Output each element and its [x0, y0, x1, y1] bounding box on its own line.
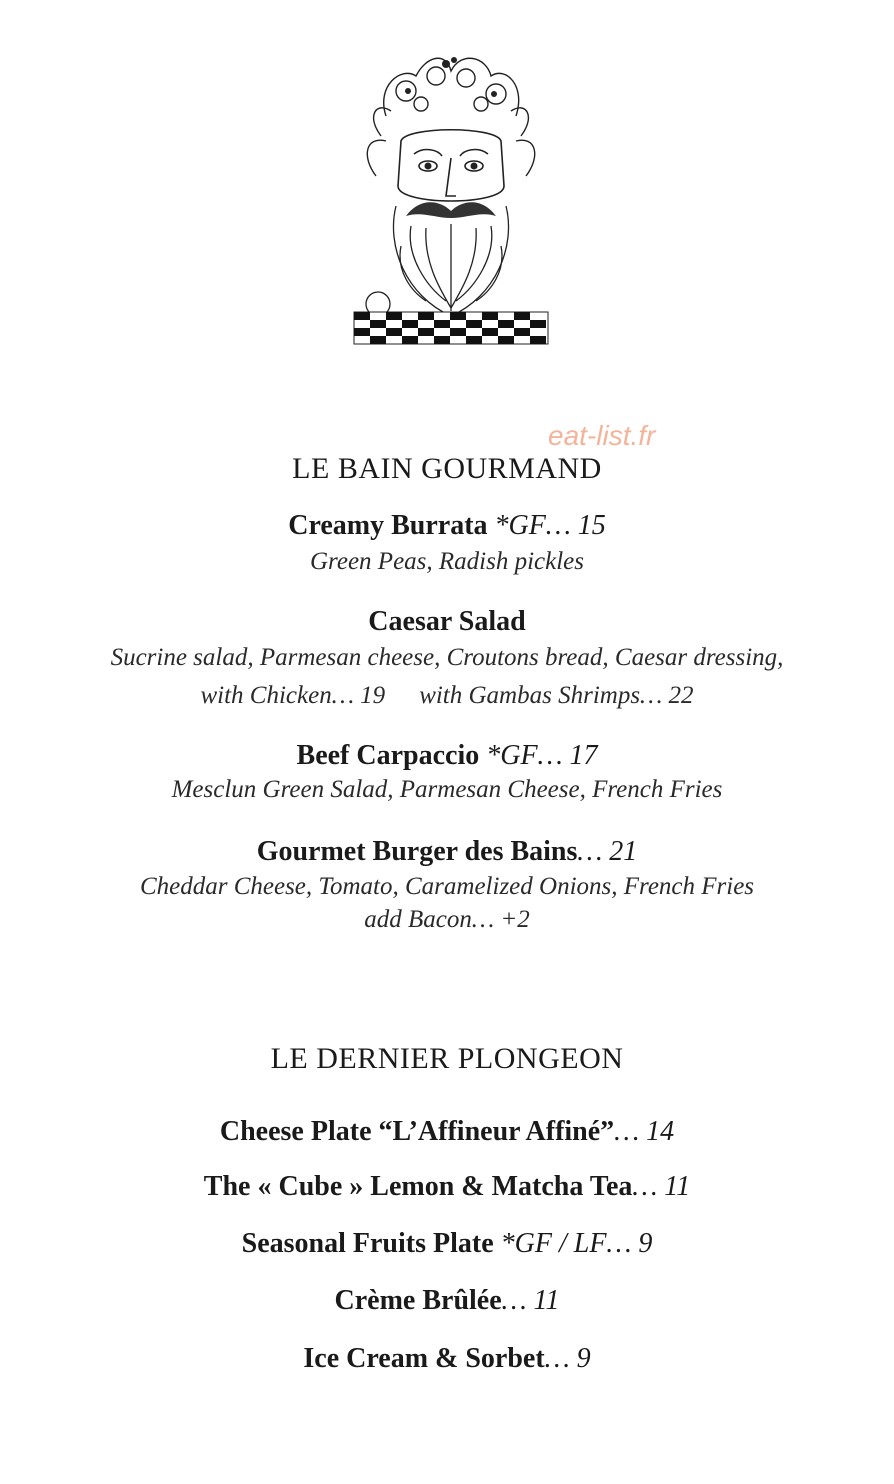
- item-price: … 21: [577, 836, 638, 867]
- item-name: Crème Brûlée: [334, 1285, 502, 1316]
- menu-item-name: [0, 1116, 894, 1148]
- menu-item-name: [0, 1228, 894, 1260]
- item-description: Green Peas, Radish pickles: [310, 548, 584, 575]
- item-name: Creamy Burrata: [288, 510, 488, 541]
- item-option: with Chicken… 19: [200, 682, 386, 709]
- menu-item-name: [0, 510, 894, 542]
- item-name: Cheese Plate “L’Affineur Affiné”: [219, 1116, 615, 1147]
- item-price: … 17: [537, 740, 598, 771]
- item-name: Seasonal Fruits Plate: [241, 1228, 494, 1259]
- item-price: … 9: [544, 1343, 591, 1374]
- item-price: … 9: [606, 1228, 653, 1259]
- item-price: … 14: [614, 1116, 675, 1147]
- item-tag: *GF: [494, 510, 546, 541]
- menu-item-name: [0, 1171, 894, 1203]
- menu-item-name: [0, 740, 894, 772]
- item-tag: *GF / LF: [500, 1228, 607, 1259]
- item-name: Gourmet Burger des Bains: [256, 836, 578, 867]
- menu-item-name: Caesar Salad: [368, 606, 526, 637]
- item-name: The « Cube » Lemon & Matcha Tea: [203, 1171, 633, 1202]
- bearded-face-illustration-icon: [346, 46, 556, 346]
- item-name: Ice Cream & Sorbet: [303, 1343, 545, 1374]
- watermark: eat-list.fr: [548, 420, 656, 451]
- item-price: … 11: [501, 1285, 560, 1316]
- menu-item-name: [0, 1343, 894, 1375]
- item-price: … 15: [545, 510, 606, 541]
- item-description: Mesclun Green Salad, Parmesan Cheese, French Fries: [171, 776, 723, 803]
- item-description: Sucrine salad, Parmesan cheese, Croutons bread, Caesar dressing,: [110, 644, 784, 671]
- item-tag: *GF: [486, 740, 538, 771]
- menu-item-name: [0, 1285, 894, 1317]
- item-price: … 11: [632, 1171, 691, 1202]
- item-extra: add Bacon… +2: [364, 906, 530, 933]
- item-description: Cheddar Cheese, Tomato, Caramelized Onions, French Fries: [139, 873, 755, 900]
- item-option: with Gambas Shrimps… 22: [419, 682, 694, 709]
- section-title: LE BAIN GOURMAND: [292, 452, 602, 485]
- item-name: Beef Carpaccio: [296, 740, 480, 771]
- menu-item-name: [0, 836, 894, 868]
- item-options: [0, 682, 894, 710]
- section-title: LE DERNIER PLONGEON: [270, 1042, 624, 1075]
